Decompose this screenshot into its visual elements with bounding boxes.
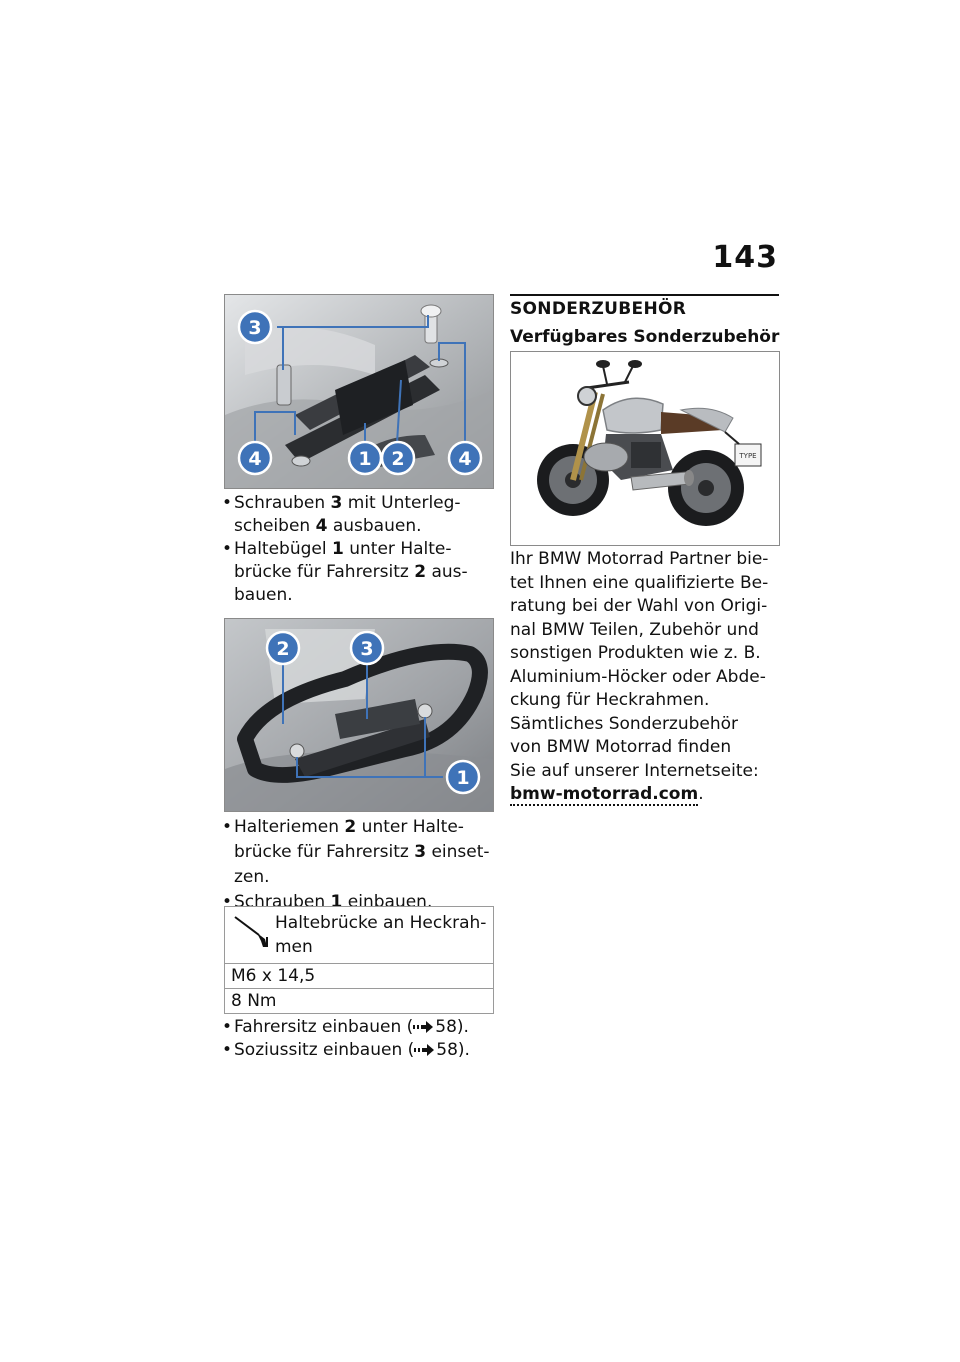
callout-4-left: 4 <box>248 448 262 470</box>
callout-1: 1 <box>358 448 372 470</box>
callout-3: 3 <box>360 638 374 660</box>
bmw-motorrad-link[interactable]: bmw-motorrad.com <box>510 784 699 804</box>
torque-spec-size: M6 x 14,5 <box>225 964 493 989</box>
callout-2: 2 <box>276 638 290 660</box>
step-insert-strap: • Halteriemen 2 unter Halte- brücke für Fahrersitz 3 einset- zen. <box>224 815 494 890</box>
section-rule <box>510 294 779 296</box>
install-steps <box>224 815 494 915</box>
step-install-rider-seat[interactable]: • Fahrersitz einbauen ( 58). <box>224 1016 494 1039</box>
torque-spec-table <box>224 906 494 1014</box>
page-reference-arrow-icon <box>414 1044 436 1056</box>
section-title: SONDERZUBEHÖR <box>510 299 687 319</box>
page-number: 143 <box>712 240 778 275</box>
callout-1: 1 <box>456 767 470 789</box>
torque-spec-value: 8 Nm <box>231 991 277 1011</box>
bracket-removal-illustration <box>225 295 493 488</box>
removal-steps <box>224 492 494 607</box>
photo-bracket-removal <box>224 294 494 489</box>
page-reference-arrow-icon <box>413 1021 435 1033</box>
step-remove-screws: • Schrauben 3 mit Unterleg- scheiben 4 ausbauen. <box>224 492 494 538</box>
step-install-screws: • Schrauben 1 einbauen. <box>224 890 494 915</box>
callout-2: 2 <box>391 448 405 470</box>
accessories-paragraph <box>510 548 780 807</box>
subsection-title: Verfügbares Sonderzubehör <box>510 327 780 347</box>
strap-install-illustration <box>225 619 493 811</box>
torque-spec-title: Haltebrücke an Heckrah- men <box>275 913 487 957</box>
torque-spec-header <box>225 907 493 964</box>
paragraph-lines: Ihr BMW Motorrad Partner bie- tet Ihnen eine qualifizierte Be- ratung bei der Wahl von Origi- nal BMW Teilen, Zubehör und sonstigen Produkten wie z. B. Aluminium-Höcker oder Abde- ckung für Heckrahmen. Sämtliches Sonderzubehör von BMW Motorrad finden Sie auf unserer Internetseite: bmw-motorrad.com. <box>510 549 769 804</box>
motorcycle-illustration <box>511 352 779 545</box>
photo-strap-install <box>224 618 494 812</box>
step-install-passenger-seat[interactable]: • Soziussitz einbauen ( 58). <box>224 1039 494 1062</box>
seat-steps <box>224 1016 494 1062</box>
step-remove-bracket: • Haltebügel 1 unter Halte- brücke für Fahrersitz 2 aus- bauen. <box>224 538 494 607</box>
license-plate-text: TYPE <box>739 452 757 460</box>
photo-motorcycle <box>510 351 780 546</box>
callout-3: 3 <box>248 317 262 339</box>
callout-4-right: 4 <box>458 448 472 470</box>
torque-wrench-icon <box>231 913 271 949</box>
